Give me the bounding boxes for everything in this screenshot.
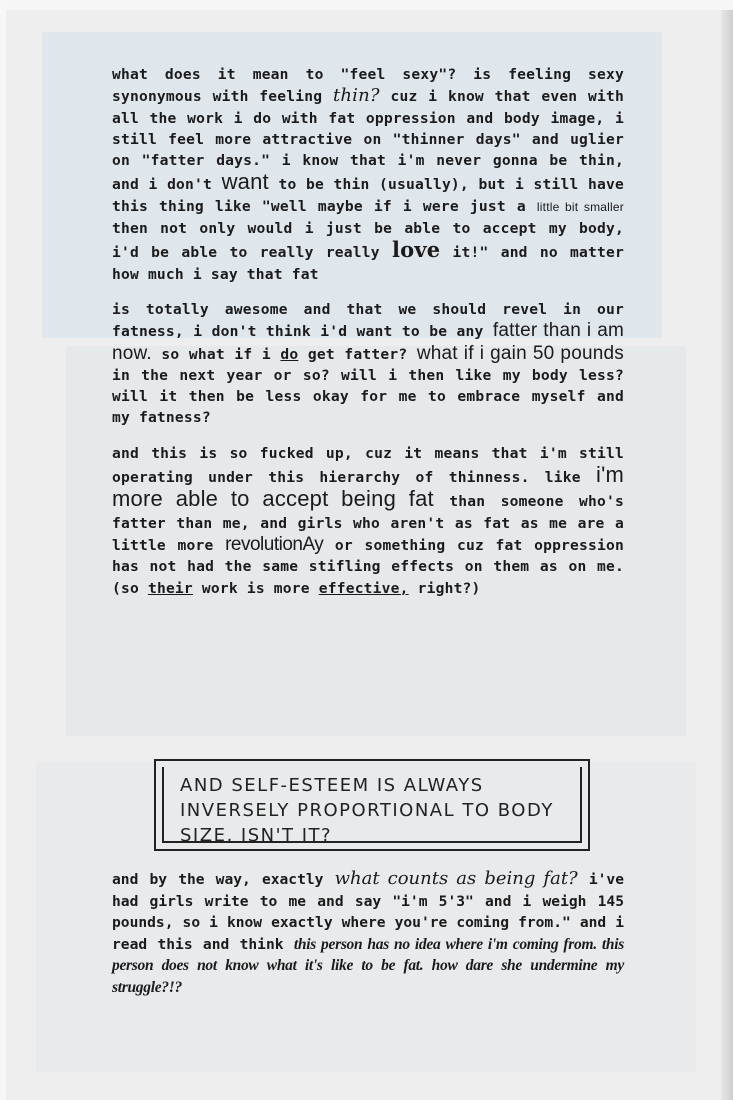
text-run: then not only would i just be able to accept my body, i'd be able to really really <box>112 220 624 262</box>
text-run: get fatter? <box>307 345 408 363</box>
emphasis-do: do <box>280 345 299 363</box>
text-run: is totally awesome and that we should revel in our fatness, i don't think i'd want to be any <box>112 300 624 341</box>
emphasis-fatter: fatter than i am now. <box>112 320 624 364</box>
emphasis-love: love <box>391 237 441 263</box>
paragraph-1 <box>112 64 624 285</box>
emphasis-their: their <box>147 579 193 597</box>
text-run: so what if i <box>161 345 271 363</box>
boxed-note: AND SELF-ESTEEM IS ALWAYS INVERSELY PROPORTIONAL TO BODY SIZE, ISN'T IT? <box>180 775 554 846</box>
text-run: and by the way, exactly <box>112 871 324 888</box>
text-run: than someone who's fatter than me, and girls who aren't as fat as me are a little more <box>112 493 624 554</box>
text-run: or something cuz fat oppression has not had the same stifling effects on them as on me. (so <box>112 536 624 597</box>
text-run: in the next year or so? will i then like my body less? will it then be less okay for me to embrace myself and my fatness? <box>112 366 624 427</box>
text-run: i've had girls write to me and say "i'm 5'3" and i weigh 145 pounds, so i know exactly where you're coming from." and i read this and think <box>112 871 624 953</box>
emphasis-thin: thin? <box>332 85 380 107</box>
emphasis-little-bit-smaller: little bit smaller <box>536 199 624 214</box>
paragraph-2 <box>112 299 624 429</box>
text-run: work is more <box>201 579 310 597</box>
emphasis-want: want <box>221 169 269 195</box>
body-text <box>112 64 624 613</box>
page-edge <box>721 10 733 1100</box>
emphasis-gain: what if i gain 50 pounds <box>416 342 624 364</box>
paragraph-4 <box>112 868 624 998</box>
text-run: it!" and no matter how much i say that fat <box>112 244 624 283</box>
emphasis-revolutionary: revolutionAy <box>225 533 324 555</box>
emphasis-what-counts: what counts as being fat? <box>334 868 578 889</box>
body-text-bottom <box>112 868 624 998</box>
handwritten-box <box>154 759 590 851</box>
text-run: what does it mean to "feel sexy"? is feeling sexy synonymous with feeling <box>112 66 624 106</box>
text-run: right?) <box>417 579 481 597</box>
italic-quote: this person has no idea where i'm coming from. this person does not know what it's like to be fat. how dare she undermine my struggle?!? <box>112 935 624 996</box>
text-run: and this is so fucked up, cuz it means that i'm still operating under this hierarchy of thinness. like <box>112 444 624 487</box>
emphasis-accept: i'm more able to accept being fat <box>112 462 624 512</box>
paragraph-3 <box>112 443 624 599</box>
emphasis-effective: effective, <box>318 579 409 597</box>
text-run: to be thin (usually), but i still have this thing like "well maybe if i were just a <box>112 176 624 215</box>
text-run: cuz i know that even with all the work i do with fat oppression and body image, i still feel more attractive on "thinner days" and uglier on "fatter days." i know that i'm never gonna be thin, and i don't <box>112 88 624 194</box>
